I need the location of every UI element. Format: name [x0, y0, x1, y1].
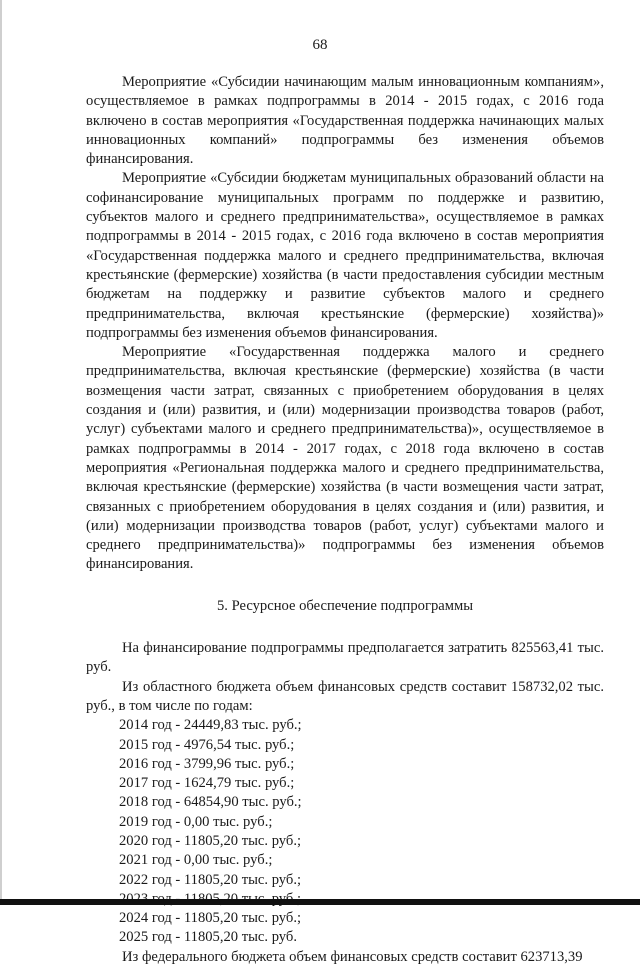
- year-item-2024: 2024 год - 11805,20 тыс. руб.;: [119, 910, 302, 927]
- page-number: 68: [312, 37, 328, 53]
- scan-bottom-border: [0, 899, 640, 905]
- year-item-2016: 2016 год - 3799,96 тыс. руб.;: [119, 755, 295, 772]
- paragraph-municipal-subsidies: Мероприятие «Субсидии бюджетам муниципальных образований области на софинансирование муниципальных программ по поддержке и развитию, субъектов малого и среднего предпринимательства», осуществляемое в рамках подпрограммы в 2014 - 2015 годах, с 2016 года включено в состав мероприятия «Государственная поддержка малого и среднего предпринимательства, включая крестьянские (фермерские) хозяйства (в части предоставления субсидии местным бюджетам на поддержку и развитие субъектов малого и среднего предпринимательства, включая крестьянские (фермерские) хозяйства)» подпрограммы без изменения объемов финансирования.: [86, 170, 604, 341]
- regional-budget-text: Из областного бюджета объем финансовых средств составит 158732,02 тыс. руб., в том числе по годам:: [86, 678, 604, 714]
- year-item-2019: 2019 год - 0,00 тыс. руб.;: [119, 813, 273, 830]
- year-item-2014: 2014 год - 24449,83 тыс. руб.;: [119, 717, 302, 734]
- section-heading: 5. Ресурсное обеспечение подпрограммы: [216, 597, 473, 614]
- total-funding-text: На финансирование подпрограммы предполагается затратить 825563,41 тыс. руб.: [86, 640, 604, 676]
- year-item-2022: 2022 год - 11805,20 тыс. руб.;: [119, 871, 302, 888]
- funding-by-year-list: [86, 716, 604, 948]
- document-body: [86, 73, 604, 967]
- scan-left-edge: [0, 0, 2, 905]
- paragraph-equipment-support: Мероприятие «Государственная поддержка малого и среднего предпринимательства, включая крестьянские (фермерские) хозяйства (в части возмещения части затрат, связанных с приобретением оборудования в целях создания и (или) развития, и (или) модернизации производства товаров (работ, услуг) субъектами малого и среднего предпринимательства)», осуществляемое в рамках подпрограммы в 2014 - 2017 годах, с 2018 года включено в состав мероприятия «Региональная поддержка малого и среднего предпринимательства, включая крестьянские (фермерские) хозяйства (в части возмещения части затрат, связанных с приобретением оборудования в целях создания и (или) развития, и (или) модернизации производства товаров (работ, услуг) субъектами малого и среднего предпринимательства)» подпрограммы без изменения объемов финансирования.: [86, 344, 604, 573]
- year-item-2015: 2015 год - 4976,54 тыс. руб.;: [119, 736, 295, 753]
- year-item-2025: 2025 год - 11805,20 тыс. руб.: [119, 929, 297, 946]
- year-item-2018: 2018 год - 64854,90 тыс. руб.;: [119, 794, 302, 811]
- year-item-2017: 2017 год - 1624,79 тыс. руб.;: [119, 775, 295, 792]
- federal-budget-text: Из федерального бюджета объем финансовых средств составит 623713,39: [122, 948, 583, 965]
- paragraph-innovative-companies: Мероприятие «Субсидии начинающим малым инновационным компаниям», осуществляемое в рамках подпрограммы в 2014 - 2015 годах, с 2016 года включено в состав мероприятия «Государственная поддержка начинающих малых инновационных компаний» подпрограммы без изменения объемов финансирования.: [86, 74, 604, 168]
- year-item-2021: 2021 год - 0,00 тыс. руб.;: [119, 852, 273, 869]
- year-item-2020: 2020 год - 11805,20 тыс. руб.;: [119, 832, 302, 849]
